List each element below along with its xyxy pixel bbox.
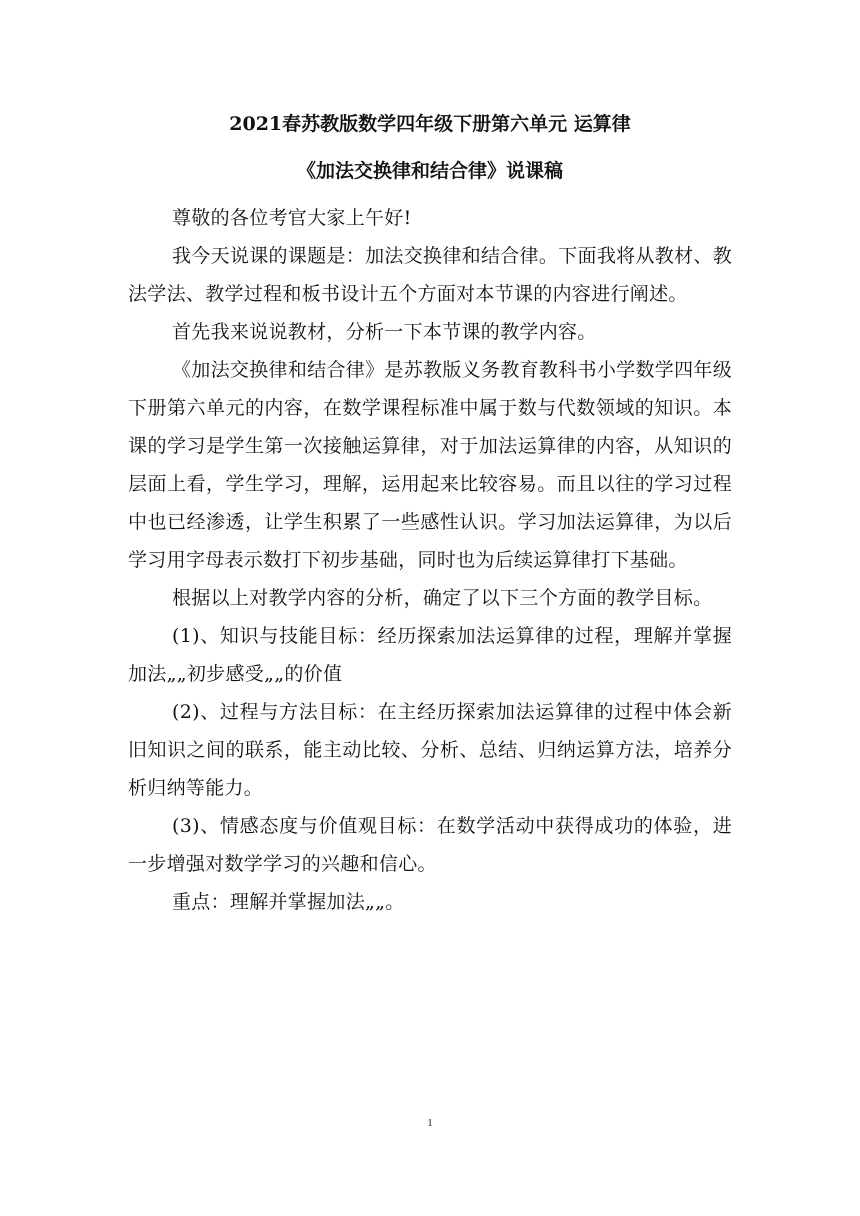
paragraph-key-point: 重点：理解并掌握加法„„。 [172, 891, 405, 913]
paragraph-textbook-intro: 首先我来说说教材，分析一下本节课的教学内容。 [172, 321, 597, 343]
paragraph-greeting: 尊敬的各位考官大家上午好! [172, 207, 412, 229]
page-number: 1 [427, 1117, 433, 1129]
paragraph-textbook-analysis: 《加法交换律和结合律》是苏教版义务教育教科书小学数学四年级下册第六单元的内容，在数学课程标准中属于数与代数领域的知识。本课的学习是学生第一次接触运算律，对于加法运算律的内容，从知识的层面上看，学生学习，理解，运用起来比较容易。而且以往的学习过程中也已经渗透，让学生积累了一些感性认识。学习加法运算律，为以后学习用字母表示数打下初步基础，同时也为后续运算律打下基础。 [128, 359, 732, 571]
document-body [128, 112, 732, 921]
paragraph-goals-intro: 根据以上对教学内容的分析，确定了以下三个方面的教学目标。 [172, 587, 713, 609]
document-title: 2021春苏教版数学四年级下册第六单元 运算律 [229, 113, 631, 135]
paragraph-topic: 我今天说课的课题是：加法交换律和结合律。下面我将从教材、教法学法、教学过程和板书设计五个方面对本节课的内容进行阐述。 [128, 245, 732, 305]
paragraph-goal-emotion: (3)、情感态度与价值观目标：在数学活动中获得成功的体验，进一步增强对数学学习的兴趣和信心。 [128, 815, 732, 875]
paragraph-goal-process: (2)、过程与方法目标：在主经历探索加法运算律的过程中体会新旧知识之间的联系，能主动比较、分析、总结、归纳运算方法，培养分析归纳等能力。 [128, 701, 732, 799]
document-subtitle: 《加法交换律和结合律》说课稿 [296, 160, 563, 182]
paragraph-goal-knowledge: (1)、知识与技能目标：经历探索加法运算律的过程，理解并掌握加法„„初步感受„„的价值 [128, 625, 732, 685]
